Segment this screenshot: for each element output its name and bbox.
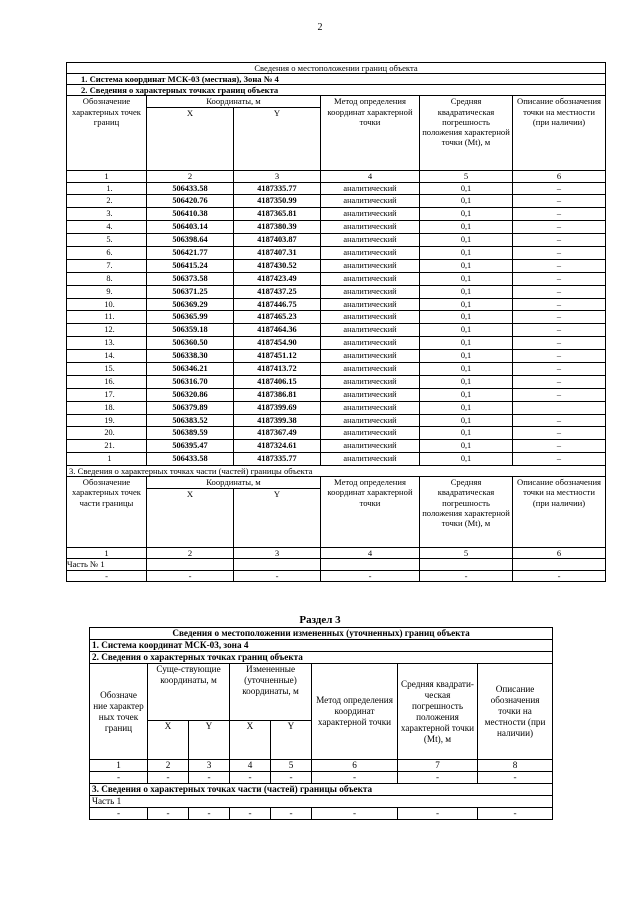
- col-number: 4: [321, 548, 420, 559]
- method-cell: аналитический: [321, 298, 420, 311]
- point-number: 20.: [67, 427, 147, 440]
- table-row: [67, 298, 606, 311]
- header-accuracy: Средняя квадратическая погрешность положения характерной точки (Mt), м: [420, 96, 513, 171]
- accuracy-cell: 0,1: [420, 427, 513, 440]
- x-coordinate: 506373.58: [147, 272, 234, 285]
- dash-cell: -: [398, 808, 478, 820]
- method-cell: аналитический: [321, 401, 420, 414]
- dash-cell: -: [90, 808, 148, 820]
- accuracy-cell: 0,1: [420, 247, 513, 260]
- method-cell: аналитический: [321, 272, 420, 285]
- s3-header-method: Метод определения координат характерной точки: [312, 664, 398, 760]
- point-number: 5.: [67, 234, 147, 247]
- section3-points-heading: 2. Сведения о характерных точках границ объекта: [90, 652, 553, 664]
- accuracy-cell: 0,1: [420, 285, 513, 298]
- col-number: 1: [90, 760, 148, 772]
- s3-header-x-changed: X: [230, 721, 271, 760]
- table-row: [67, 324, 606, 337]
- col-number: 6: [513, 548, 606, 559]
- description-cell: –: [513, 259, 606, 272]
- s3-header-description: Описание обозначения точки на местности (при наличии): [478, 664, 553, 760]
- y-coordinate: 4187465.23: [234, 311, 321, 324]
- accuracy-cell: 0,1: [420, 195, 513, 208]
- y-coordinate: 4187386.81: [234, 388, 321, 401]
- dash-cell: -: [398, 772, 478, 784]
- col-number: 3: [234, 548, 321, 559]
- x-coordinate: 506360.50: [147, 337, 234, 350]
- point-number: 18.: [67, 401, 147, 414]
- description-cell: –: [513, 221, 606, 234]
- header-point-designation: Обозначение характерных точек границ: [67, 96, 147, 171]
- header-coordinates: Координаты, м: [147, 96, 321, 108]
- description-cell: –: [513, 195, 606, 208]
- x-coordinate: 506383.52: [147, 414, 234, 427]
- col-number: 3: [234, 171, 321, 182]
- col-number: 6: [312, 760, 398, 772]
- description-cell: –: [513, 182, 606, 195]
- table-row: [67, 453, 606, 466]
- col-number: 2: [147, 548, 234, 559]
- description-cell: –: [513, 350, 606, 363]
- header-description: Описание обозначения точки на местности (при наличии): [513, 96, 606, 171]
- table-row: [67, 414, 606, 427]
- description-cell: –: [513, 324, 606, 337]
- description-cell: –: [513, 234, 606, 247]
- s3-header-accuracy: Средняя квадрати-ческая погрешность положения характерной точки (Mt), м: [398, 664, 478, 760]
- x-coordinate: 506398.64: [147, 234, 234, 247]
- point-number: 7.: [67, 259, 147, 272]
- x-coordinate: 506403.14: [147, 221, 234, 234]
- point-number: 17.: [67, 388, 147, 401]
- col-number: 5: [420, 548, 513, 559]
- dash-cell: -: [513, 570, 606, 581]
- dash-cell: -: [230, 772, 271, 784]
- points-heading: 2. Сведения о характерных точках границ объекта: [67, 85, 606, 96]
- method-cell: аналитический: [321, 375, 420, 388]
- accuracy-cell: 0,1: [420, 440, 513, 453]
- x-coordinate: 506365.99: [147, 311, 234, 324]
- s3-header-changed: Измененные (уточненные) координаты, м: [230, 664, 312, 721]
- description-cell: –: [513, 414, 606, 427]
- description-cell: –: [513, 363, 606, 376]
- accuracy-cell: 0,1: [420, 401, 513, 414]
- description-cell: –: [513, 388, 606, 401]
- accuracy-cell: 0,1: [420, 350, 513, 363]
- changed-boundary-table: [89, 627, 553, 820]
- parts-header-method: Метод определения координат характерной точки: [321, 477, 420, 548]
- table-row: [67, 247, 606, 260]
- section3-heading: Раздел 3: [299, 614, 341, 626]
- dash-cell: -: [67, 570, 147, 581]
- x-coordinate: 506395.47: [147, 440, 234, 453]
- description-cell: –: [513, 427, 606, 440]
- section3-coordinate-system: 1. Система координат МСК-03, зона 4: [90, 640, 553, 652]
- dash-cell: -: [312, 772, 398, 784]
- method-cell: аналитический: [321, 311, 420, 324]
- col-number: 2: [148, 760, 189, 772]
- point-number: 9.: [67, 285, 147, 298]
- y-coordinate: 4187365.81: [234, 208, 321, 221]
- method-cell: аналитический: [321, 195, 420, 208]
- description-cell: –: [513, 298, 606, 311]
- dash-cell: -: [148, 772, 189, 784]
- accuracy-cell: 0,1: [420, 259, 513, 272]
- x-coordinate: 506410.38: [147, 208, 234, 221]
- y-coordinate: 4187335.77: [234, 182, 321, 195]
- dash-cell: -: [189, 772, 230, 784]
- table-row: [67, 388, 606, 401]
- s3-header-x-existing: X: [148, 721, 189, 760]
- point-number: 15.: [67, 363, 147, 376]
- coordinate-system: 1. Система координат МСК-03 (местная), Зона № 4: [67, 74, 606, 85]
- y-coordinate: 4187446.75: [234, 298, 321, 311]
- accuracy-cell: 0,1: [420, 311, 513, 324]
- dash-cell: -: [234, 570, 321, 581]
- table-row: [67, 363, 606, 376]
- y-coordinate: 4187407.31: [234, 247, 321, 260]
- y-coordinate: 4187350.99: [234, 195, 321, 208]
- description-cell: –: [513, 208, 606, 221]
- table-row: [67, 221, 606, 234]
- method-cell: аналитический: [321, 182, 420, 195]
- page-number: 2: [317, 22, 323, 33]
- section3-parts-heading: 3. Сведения о характерных точках части (частей) границы объекта: [90, 784, 553, 796]
- method-cell: аналитический: [321, 285, 420, 298]
- y-coordinate: 4187367.49: [234, 427, 321, 440]
- method-cell: аналитический: [321, 414, 420, 427]
- dash-cell: -: [189, 808, 230, 820]
- point-number: 13.: [67, 337, 147, 350]
- description-cell: –: [513, 311, 606, 324]
- dash-cell: -: [230, 808, 271, 820]
- col-number: 5: [271, 760, 312, 772]
- method-cell: аналитический: [321, 337, 420, 350]
- parts-header-point-designation: Обозначение характерных точек части границы: [67, 477, 147, 548]
- y-coordinate: 4187399.38: [234, 414, 321, 427]
- y-coordinate: 4187324.61: [234, 440, 321, 453]
- col-number: 8: [478, 760, 553, 772]
- col-number: 1: [67, 548, 147, 559]
- x-coordinate: 506389.59: [147, 427, 234, 440]
- points-body: [67, 182, 606, 466]
- description-cell: –: [513, 453, 606, 466]
- table-row: [67, 234, 606, 247]
- point-number: 19.: [67, 414, 147, 427]
- y-coordinate: 4187380.39: [234, 221, 321, 234]
- point-number: 4.: [67, 221, 147, 234]
- x-coordinate: 506338.30: [147, 350, 234, 363]
- table-title: Сведения о местоположении границ объекта: [67, 63, 606, 74]
- s3-header-point-designation: Обозначе ние характер ных точек границ: [90, 664, 148, 760]
- y-coordinate: 4187464.36: [234, 324, 321, 337]
- dash-cell: -: [420, 570, 513, 581]
- x-coordinate: 506433.58: [147, 182, 234, 195]
- col-number: 4: [230, 760, 271, 772]
- table-row: [67, 285, 606, 298]
- method-cell: аналитический: [321, 234, 420, 247]
- accuracy-cell: 0,1: [420, 298, 513, 311]
- accuracy-cell: 0,1: [420, 453, 513, 466]
- point-number: 3.: [67, 208, 147, 221]
- dash-cell: -: [271, 772, 312, 784]
- x-coordinate: 506420.76: [147, 195, 234, 208]
- col-number: 3: [189, 760, 230, 772]
- accuracy-cell: 0,1: [420, 414, 513, 427]
- point-number: 8.: [67, 272, 147, 285]
- col-number: 7: [398, 760, 478, 772]
- parts-header-y: Y: [234, 489, 321, 548]
- description-cell: –: [513, 285, 606, 298]
- col-number: 2: [147, 171, 234, 182]
- col-number: 5: [420, 171, 513, 182]
- accuracy-cell: 0,1: [420, 234, 513, 247]
- x-coordinate: 506433.58: [147, 453, 234, 466]
- description-cell: –: [513, 440, 606, 453]
- point-number: 21.: [67, 440, 147, 453]
- x-coordinate: 506379.89: [147, 401, 234, 414]
- parts-header-description: Описание обозначения точки на местности (при наличии): [513, 477, 606, 548]
- table-row: [67, 311, 606, 324]
- description-cell: –: [513, 247, 606, 260]
- table-row: [67, 427, 606, 440]
- accuracy-cell: 0,1: [420, 363, 513, 376]
- point-number: 1: [67, 453, 147, 466]
- point-number: 12.: [67, 324, 147, 337]
- y-coordinate: 4187399.69: [234, 401, 321, 414]
- header-method: Метод определения координат характерной точки: [321, 96, 420, 171]
- y-coordinate: 4187451.12: [234, 350, 321, 363]
- header-y: Y: [234, 108, 321, 171]
- point-number: 6.: [67, 247, 147, 260]
- dash-cell: -: [478, 808, 553, 820]
- table-row: [67, 350, 606, 363]
- method-cell: аналитический: [321, 221, 420, 234]
- dash-cell: -: [312, 808, 398, 820]
- s3-header-y-existing: Y: [189, 721, 230, 760]
- x-coordinate: 506346.21: [147, 363, 234, 376]
- parts-header-accuracy: Средняя квадратическая погрешность положения характерной точки (Mt), м: [420, 477, 513, 548]
- point-number: 10.: [67, 298, 147, 311]
- accuracy-cell: 0,1: [420, 388, 513, 401]
- accuracy-cell: 0,1: [420, 182, 513, 195]
- point-number: 2.: [67, 195, 147, 208]
- accuracy-cell: 0,1: [420, 375, 513, 388]
- x-coordinate: 506415.24: [147, 259, 234, 272]
- x-coordinate: 506316.70: [147, 375, 234, 388]
- table-row: [67, 208, 606, 221]
- parts-header-coordinates: Координаты, м: [147, 477, 321, 489]
- accuracy-cell: 0,1: [420, 337, 513, 350]
- x-coordinate: 506369.29: [147, 298, 234, 311]
- y-coordinate: 4187403.87: [234, 234, 321, 247]
- table-row: [67, 375, 606, 388]
- method-cell: аналитический: [321, 259, 420, 272]
- table-row: [67, 195, 606, 208]
- s3-header-existing: Суще-ствующие координаты, м: [148, 664, 230, 721]
- col-number: 6: [513, 171, 606, 182]
- section3-part-label: Часть 1: [90, 796, 553, 808]
- col-number: 4: [321, 171, 420, 182]
- y-coordinate: 4187406.15: [234, 375, 321, 388]
- y-coordinate: 4187437.25: [234, 285, 321, 298]
- point-number: 14.: [67, 350, 147, 363]
- method-cell: аналитический: [321, 208, 420, 221]
- col-number: 1: [67, 171, 147, 182]
- method-cell: аналитический: [321, 388, 420, 401]
- x-coordinate: 506421.77: [147, 247, 234, 260]
- dash-cell: -: [321, 570, 420, 581]
- y-coordinate: 4187335.77: [234, 453, 321, 466]
- method-cell: аналитический: [321, 440, 420, 453]
- point-number: 16.: [67, 375, 147, 388]
- point-number: 11.: [67, 311, 147, 324]
- section3-title: Сведения о местоположении измененных (уточненных) границ объекта: [90, 628, 553, 640]
- boundary-points-table: [66, 62, 606, 582]
- method-cell: аналитический: [321, 324, 420, 337]
- y-coordinate: 4187423.49: [234, 272, 321, 285]
- dash-cell: -: [478, 772, 553, 784]
- table-row: [67, 259, 606, 272]
- table-row: [67, 272, 606, 285]
- y-coordinate: 4187454.90: [234, 337, 321, 350]
- y-coordinate: 4187430.52: [234, 259, 321, 272]
- x-coordinate: 506371.25: [147, 285, 234, 298]
- description-cell: [513, 401, 606, 414]
- accuracy-cell: 0,1: [420, 272, 513, 285]
- dash-cell: -: [147, 570, 234, 581]
- point-number: 1.: [67, 182, 147, 195]
- method-cell: аналитический: [321, 350, 420, 363]
- parts-heading: 3. Сведения о характерных точках части (частей) границы объекта: [67, 466, 606, 477]
- dash-cell: -: [148, 808, 189, 820]
- description-cell: –: [513, 375, 606, 388]
- dash-cell: -: [90, 772, 148, 784]
- dash-cell: -: [271, 808, 312, 820]
- method-cell: аналитический: [321, 363, 420, 376]
- method-cell: аналитический: [321, 427, 420, 440]
- method-cell: аналитический: [321, 247, 420, 260]
- table-row: [67, 337, 606, 350]
- x-coordinate: 506320.86: [147, 388, 234, 401]
- table-row: [67, 440, 606, 453]
- header-x: X: [147, 108, 234, 171]
- accuracy-cell: 0,1: [420, 221, 513, 234]
- accuracy-cell: 0,1: [420, 208, 513, 221]
- table-row: [67, 182, 606, 195]
- description-cell: –: [513, 272, 606, 285]
- description-cell: –: [513, 337, 606, 350]
- s3-header-y-changed: Y: [271, 721, 312, 760]
- table-row: [67, 401, 606, 414]
- method-cell: аналитический: [321, 453, 420, 466]
- y-coordinate: 4187413.72: [234, 363, 321, 376]
- parts-header-x: X: [147, 489, 234, 548]
- x-coordinate: 506359.18: [147, 324, 234, 337]
- accuracy-cell: 0,1: [420, 324, 513, 337]
- part-label: Часть № 1: [67, 559, 147, 570]
